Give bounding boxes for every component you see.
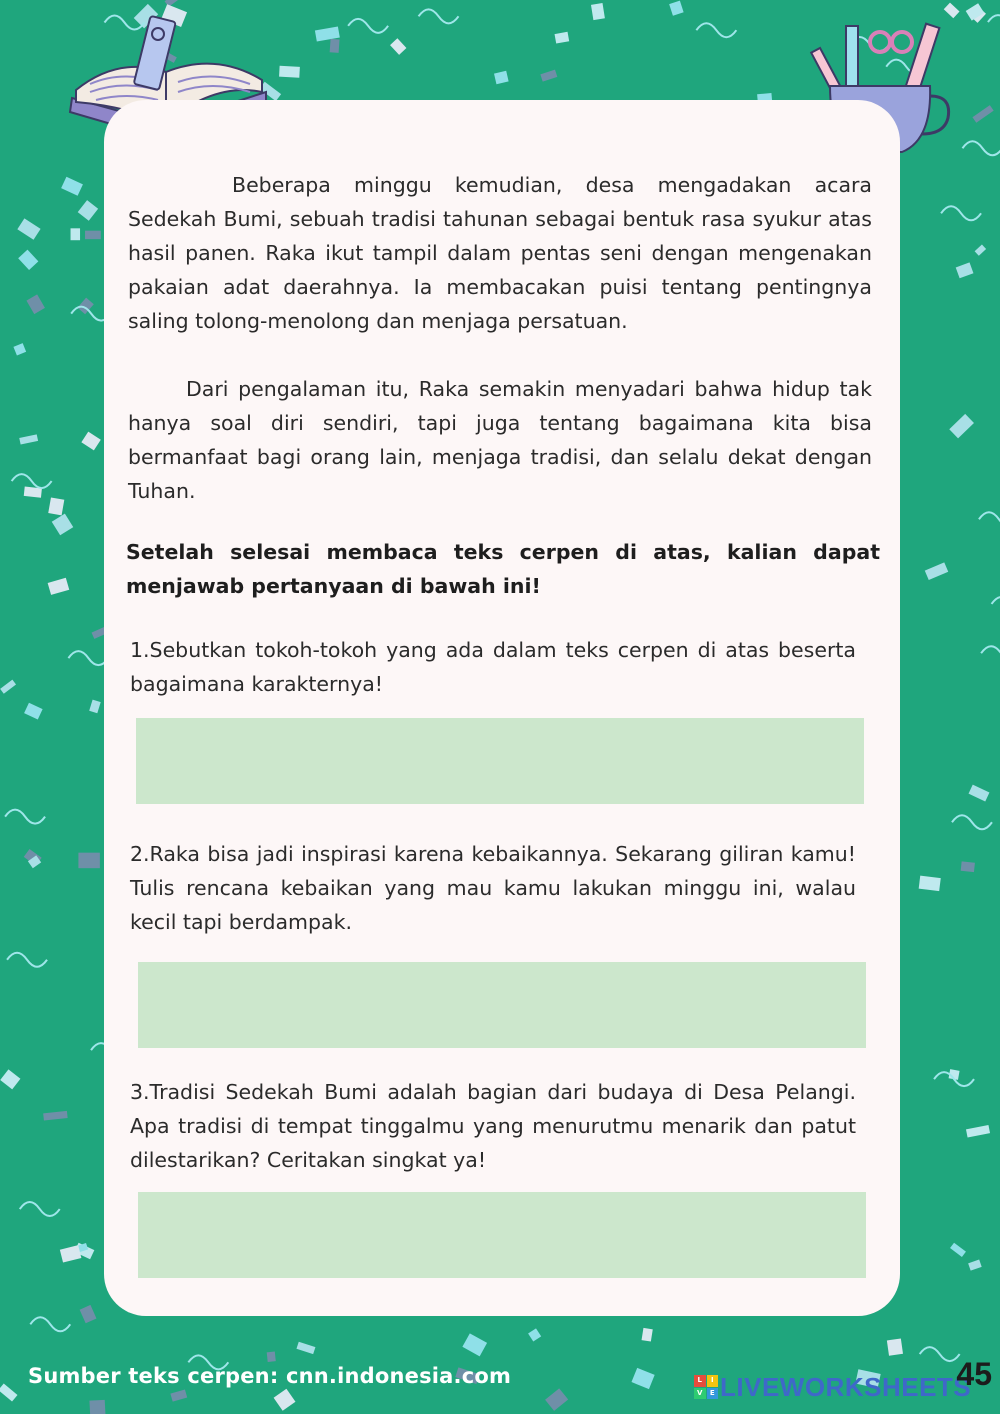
confetti-swirl: [981, 646, 1000, 660]
liveworksheets-logo-icon: L I V E: [694, 1375, 718, 1399]
confetti-piece: [925, 562, 948, 580]
question-2: 2.Raka bisa jadi inspirasi karena kebaikannya. Sekarang giliran kamu! Tulis rencana kebaikan yang mau kamu lakukan minggu ini, walau kecil tapi berdampak.: [130, 842, 856, 934]
confetti-piece: [315, 26, 340, 41]
instruction-text: Setelah selesai membaca teks cerpen di atas, kalian dapat menjawab pertanyaan di bawah ini!: [126, 540, 880, 598]
confetti-piece: [591, 3, 605, 20]
confetti-piece: [13, 343, 26, 355]
confetti-swirl: [952, 815, 992, 829]
confetti-piece: [545, 1388, 568, 1411]
confetti-piece: [274, 1389, 296, 1411]
confetti-piece: [267, 1352, 276, 1362]
confetti-piece: [555, 32, 570, 44]
confetti-swirl: [920, 1347, 960, 1361]
confetti-piece: [78, 200, 98, 221]
answer-box-1[interactable]: [136, 718, 864, 804]
confetti-swirl: [20, 1202, 60, 1216]
confetti-swirl: [979, 512, 1000, 526]
confetti-piece: [969, 785, 990, 802]
confetti-piece: [89, 1400, 105, 1414]
liveworksheets-brand[interactable]: [694, 1372, 971, 1402]
confetti-piece: [80, 1305, 97, 1323]
confetti-swirl: [988, 15, 1000, 29]
confetti-swirl: [68, 651, 108, 665]
confetti-piece: [296, 1342, 315, 1354]
confetti-piece: [170, 1389, 187, 1401]
confetti-piece: [24, 703, 43, 720]
confetti-swirl: [5, 810, 45, 824]
confetti-piece: [949, 414, 974, 438]
confetti-piece: [330, 39, 340, 53]
confetti-piece: [48, 497, 64, 515]
confetti-piece: [81, 432, 100, 451]
confetti-piece: [78, 853, 99, 869]
confetti-piece: [0, 1069, 20, 1089]
story-paragraph-1: Beberapa minggu kemudian, desa mengadakan acara Sedekah Bumi, sebuah tradisi tahunan sebagai bentuk rasa syukur atas hasil panen. Raka ikut tampil dalam pentas seni dengan mengenakan pakaian adat daerahnya. Ia membacakan puisi tentang pentingnya saling tolong-menolong dan menjaga persatuan.: [128, 173, 872, 333]
confetti-piece: [642, 1328, 653, 1342]
confetti-piece: [19, 434, 38, 444]
confetti-swirl: [992, 597, 1000, 611]
confetti-piece: [972, 105, 993, 123]
confetti-piece: [528, 1328, 541, 1341]
confetti-piece: [0, 680, 16, 694]
confetti-piece: [975, 244, 987, 255]
confetti-piece: [71, 228, 81, 240]
confetti-piece: [43, 1111, 67, 1121]
confetti-piece: [669, 1, 683, 16]
page-number: 45: [956, 1356, 992, 1392]
confetti-piece: [961, 861, 975, 872]
confetti-piece: [966, 1125, 990, 1138]
confetti-swirl: [12, 474, 52, 488]
question-3: 3.Tradisi Sedekah Bumi adalah bagian dari budaya di Desa Pelangi. Apa tradisi di tempat tinggalmu yang menurutmu menarik dan patut dilestarikan? Ceritakan singkat ya!: [130, 1080, 856, 1172]
confetti-swirl: [30, 1317, 70, 1331]
confetti-piece: [60, 1245, 82, 1262]
confetti-swirl: [962, 141, 1000, 155]
source-credit: Sumber teks cerpen: cnn.indonesia.com: [28, 1364, 512, 1388]
confetti-piece: [26, 294, 44, 314]
confetti-swirl: [348, 19, 388, 33]
confetti-swirl: [419, 9, 459, 23]
brand-text: LIVEWORKSHEETS: [720, 1371, 972, 1402]
confetti-swirl: [941, 206, 981, 220]
confetti-piece: [956, 262, 974, 278]
confetti-swirl: [7, 953, 47, 967]
confetti-swirl: [696, 23, 736, 37]
answer-box-2[interactable]: [138, 962, 866, 1048]
confetti-piece: [944, 3, 960, 19]
confetti-piece: [494, 71, 509, 84]
confetti-piece: [48, 578, 70, 595]
confetti-piece: [540, 70, 557, 82]
question-1: 1.Sebutkan tokoh-tokoh yang ada dalam teks cerpen di atas beserta bagaimana karakternya!: [130, 638, 856, 696]
story-paragraph-2: Dari pengalaman itu, Raka semakin menyadari bahwa hidup tak hanya soal diri sendiri, tapi juga tentang bagaimana kita bisa bermanfaat bagi orang lain, menjaga tradisi, dan selalu dekat dengan Tuhan.: [128, 377, 872, 503]
confetti-piece: [919, 876, 941, 891]
confetti-piece: [0, 1384, 17, 1402]
confetti-piece: [17, 218, 40, 239]
confetti-piece: [950, 1243, 966, 1257]
confetti-piece: [631, 1368, 654, 1389]
confetti-piece: [18, 250, 38, 270]
confetti-piece: [52, 514, 74, 536]
answer-box-3[interactable]: [138, 1192, 866, 1278]
confetti-piece: [462, 1333, 487, 1356]
confetti-piece: [887, 1338, 903, 1355]
confetti-piece: [390, 38, 406, 55]
confetti-piece: [85, 231, 101, 240]
confetti-piece: [279, 66, 300, 78]
confetti-piece: [968, 1260, 982, 1271]
confetti-piece: [89, 700, 101, 714]
confetti-piece: [61, 177, 83, 196]
